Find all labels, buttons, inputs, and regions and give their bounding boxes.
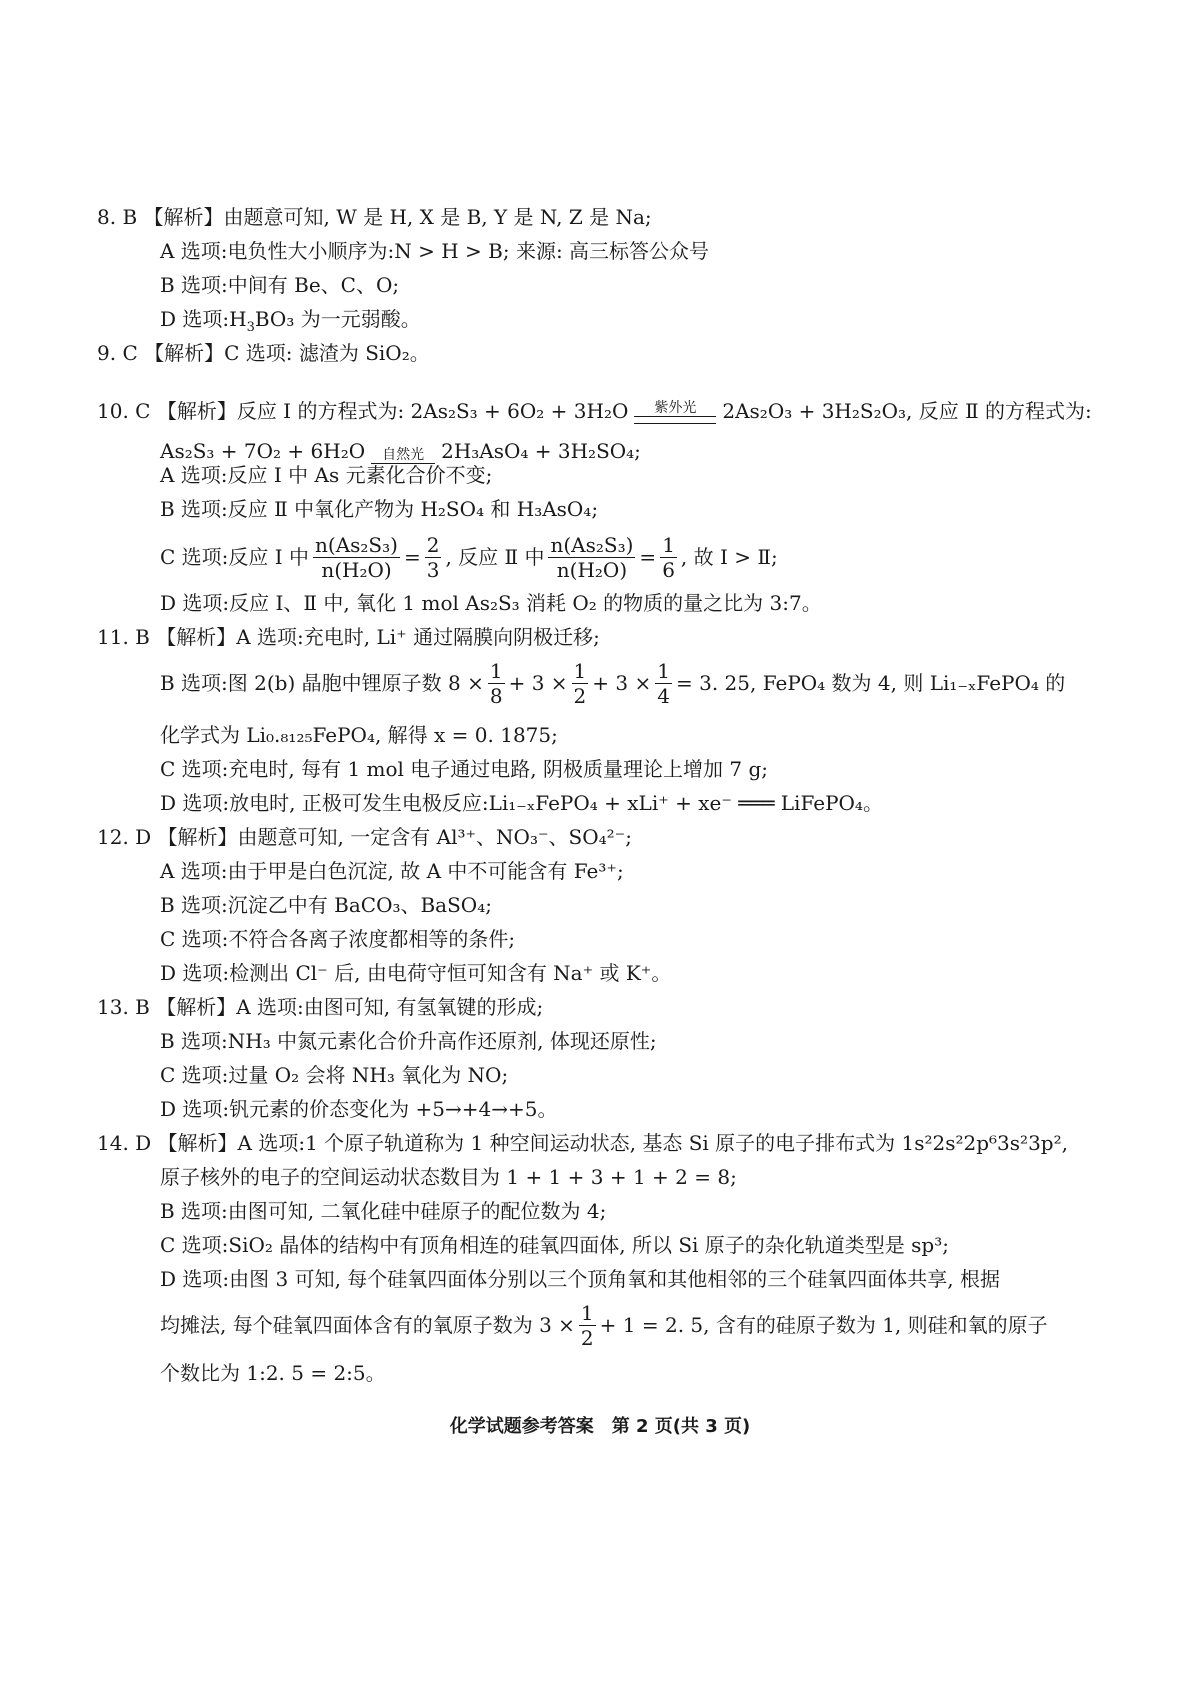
q10-c-value1-num: 2 — [426, 532, 440, 557]
q11-b-frac1 — [488, 659, 505, 708]
q10-head — [97, 374, 1092, 424]
q10-option-b: B 选项:反应 Ⅱ 中氧化产物为 H₂SO₄ 和 H₃AsO₄; — [160, 497, 599, 521]
q10-option-a: A 选项:反应 Ⅰ 中 As 元素化合价不变; — [160, 463, 493, 487]
q11-b-mid1: + 3 × — [508, 671, 568, 695]
q11-head: 11. B 【解析】A 选项:充电时, Li⁺ 通过隔膜向阴极迁移; — [97, 625, 600, 649]
q10-c-ratio2 — [548, 533, 635, 582]
q10-eq2 — [160, 420, 641, 464]
q10-arrow-uv — [634, 400, 716, 424]
q8-d-pre: D 选项:H — [160, 307, 247, 331]
q11-b-pre: B 选项:图 2(b) 晶胞中锂原子数 8 × — [160, 671, 484, 695]
q10-c-ratio1-den: n(H₂O) — [321, 557, 392, 582]
q10-eq2-pre: As₂S₃ + 7O₂ + 6H₂O — [160, 439, 366, 463]
q14-option-b: B 选项:由图可知, 二氧化硅中硅原子的配位数为 4; — [160, 1199, 607, 1223]
q10-c-ratio1 — [313, 533, 400, 582]
q8-option-a: A 选项:电负性大小顺序为:N > H > B; 来源: 高三标答公众号 — [160, 239, 710, 263]
q14-option-a-line2: 原子核外的电子的空间运动状态数目为 1 + 1 + 3 + 1 + 2 = 8; — [160, 1165, 737, 1189]
q9-head: 9. C 【解析】C 选项: 滤渣为 SiO₂。 — [97, 341, 430, 365]
q10-c-value2 — [660, 533, 677, 582]
q14-d2-frac-num: 1 — [580, 1300, 594, 1325]
q13-option-b: B 选项:NH₃ 中氮元素化合价升高作还原剂, 体现还原性; — [160, 1029, 657, 1053]
q10-c-value1-den: 3 — [426, 557, 440, 582]
q10-head-post: 2As₂O₃ + 3H₂S₂O₃, 反应 Ⅱ 的方程式为: — [722, 399, 1092, 423]
q12-head: 12. D 【解析】由题意可知, 一定含有 Al³⁺、NO₃⁻、SO₄²⁻; — [97, 825, 632, 849]
q11-b-frac3 — [655, 659, 672, 708]
q11-b-post: = 3. 25, FePO₄ 数为 4, 则 Li₁₋ₓFePO₄ 的 — [675, 671, 1066, 695]
q12-option-b: B 选项:沉淀乙中有 BaCO₃、BaSO₄; — [160, 893, 492, 917]
q10-cond-uv: 紫外光 — [654, 400, 697, 416]
q13-option-c: C 选项:过量 O₂ 会将 NH₃ 氧化为 NO; — [160, 1063, 509, 1087]
q10-option-c — [160, 528, 778, 586]
q8-option-b: B 选项:中间有 Be、C、O; — [160, 273, 400, 297]
q8-d-post: BO₃ 为一元弱酸。 — [254, 307, 421, 331]
q12-option-c: C 选项:不符合各离子浓度都相等的条件; — [160, 927, 516, 951]
q10-c-eq1: = — [403, 545, 421, 569]
q10-c-value2-num: 1 — [662, 532, 675, 557]
q11-b-frac2-num: 1 — [573, 658, 587, 683]
q11-b-frac3-den: 4 — [657, 683, 670, 708]
q10-c-post: , 故 Ⅰ > Ⅱ; — [680, 545, 778, 569]
q10-option-d: D 选项:反应 Ⅰ、Ⅱ 中, 氧化 1 mol As₂S₃ 消耗 O₂ 的物质的量之比为 3:7。 — [160, 591, 822, 615]
q14-option-d-line3: 个数比为 1:2. 5 = 2:5。 — [160, 1361, 386, 1385]
q10-c-ratio2-den: n(H₂O) — [556, 557, 628, 582]
q11-option-b-line2: 化学式为 Li₀.₈₁₂₅FePO₄, 解得 x = 0. 1875; — [160, 723, 558, 747]
q14-d2-frac-den: 2 — [580, 1325, 594, 1350]
q11-option-d: D 选项:放电时, 正极可发生电极反应:Li₁₋ₓFePO₄ + xLi⁺ + xe⁻ ═══ LiFePO₄。 — [160, 791, 883, 815]
q10-c-eq2: = — [639, 545, 657, 569]
q10-eq2-post: 2H₃AsO₄ + 3H₂SO₄; — [441, 439, 641, 463]
q10-c-mid: , 反应 Ⅱ 中 — [445, 545, 545, 569]
q14-d2-frac — [579, 1301, 596, 1350]
q11-option-b — [160, 654, 1065, 712]
q10-c-pre: C 选项:反应 Ⅰ 中 — [160, 545, 310, 569]
q11-b-frac3-num: 1 — [657, 658, 670, 683]
q10-head-pre: 10. C 【解析】反应 Ⅰ 的方程式为: 2As₂S₃ + 6O₂ + 3H₂O — [97, 399, 629, 423]
q8-option-d: D 选项$:H_3BO_3$ 为一元弱酸。 — [160, 307, 421, 335]
q14-d2-pre: 均摊法, 每个硅氧四面体含有的氧原子数为 3 × — [160, 1313, 575, 1337]
q10-c-value1 — [425, 533, 442, 582]
q13-head: 13. B 【解析】A 选项:由图可知, 有氢氧键的形成; — [97, 995, 544, 1019]
q11-b-frac1-den: 8 — [489, 683, 503, 708]
q13-option-d: D 选项:钒元素的价态变化为 +5→+4→+5。 — [160, 1097, 558, 1121]
q11-option-c: C 选项:充电时, 每有 1 mol 电子通过电路, 阴极质量理论上增加 7 g; — [160, 757, 769, 781]
q11-b-frac2-den: 2 — [573, 683, 587, 708]
q14-d2-post: + 1 = 2. 5, 含有的硅原子数为 1, 则硅和氧的原子 — [599, 1313, 1048, 1337]
q10-c-ratio1-num: n(As₂S₃) — [315, 532, 398, 557]
q10-c-value2-den: 6 — [662, 557, 675, 582]
q11-b-frac2 — [572, 659, 589, 708]
q10-double-bar — [634, 416, 716, 424]
q11-b-mid2: + 3 × — [592, 671, 652, 695]
q14-option-d: D 选项:由图 3 可知, 每个硅氧四面体分别以三个顶角氧和其他相邻的三个硅氧四面体共享, 根据 — [160, 1267, 1000, 1291]
q11-b-frac1-num: 1 — [489, 658, 503, 683]
q10-c-ratio2-num: n(As₂S₃) — [550, 532, 634, 557]
q10-cond-natural: 自然光 — [382, 447, 425, 463]
page-footer: 化学试题参考答案 第 2 页(共 3 页) — [449, 1416, 751, 1437]
q14-option-d-line2 — [160, 1296, 1048, 1354]
q12-option-a: A 选项:由于甲是白色沉淀, 故 A 中不可能含有 Fe³⁺; — [160, 859, 624, 883]
q12-option-d: D 选项:检测出 Cl⁻ 后, 由电荷守恒可知含有 Na⁺ 或 K⁺。 — [160, 961, 672, 985]
q8-head: 8. B 【解析】由题意可知, W 是 H, X 是 B, Y 是 N, Z 是 Na; — [97, 205, 652, 229]
q14-option-c: C 选项:SiO₂ 晶体的结构中有顶角相连的硅氧四面体, 所以 Si 原子的杂化轨道类型是 sp³; — [160, 1233, 949, 1257]
q14-head: 14. D 【解析】A 选项:1 个原子轨道称为 1 种空间运动状态, 基态 Si 原子的电子排布式为 1s²2s²2p⁶3s²3p², — [97, 1131, 1068, 1155]
